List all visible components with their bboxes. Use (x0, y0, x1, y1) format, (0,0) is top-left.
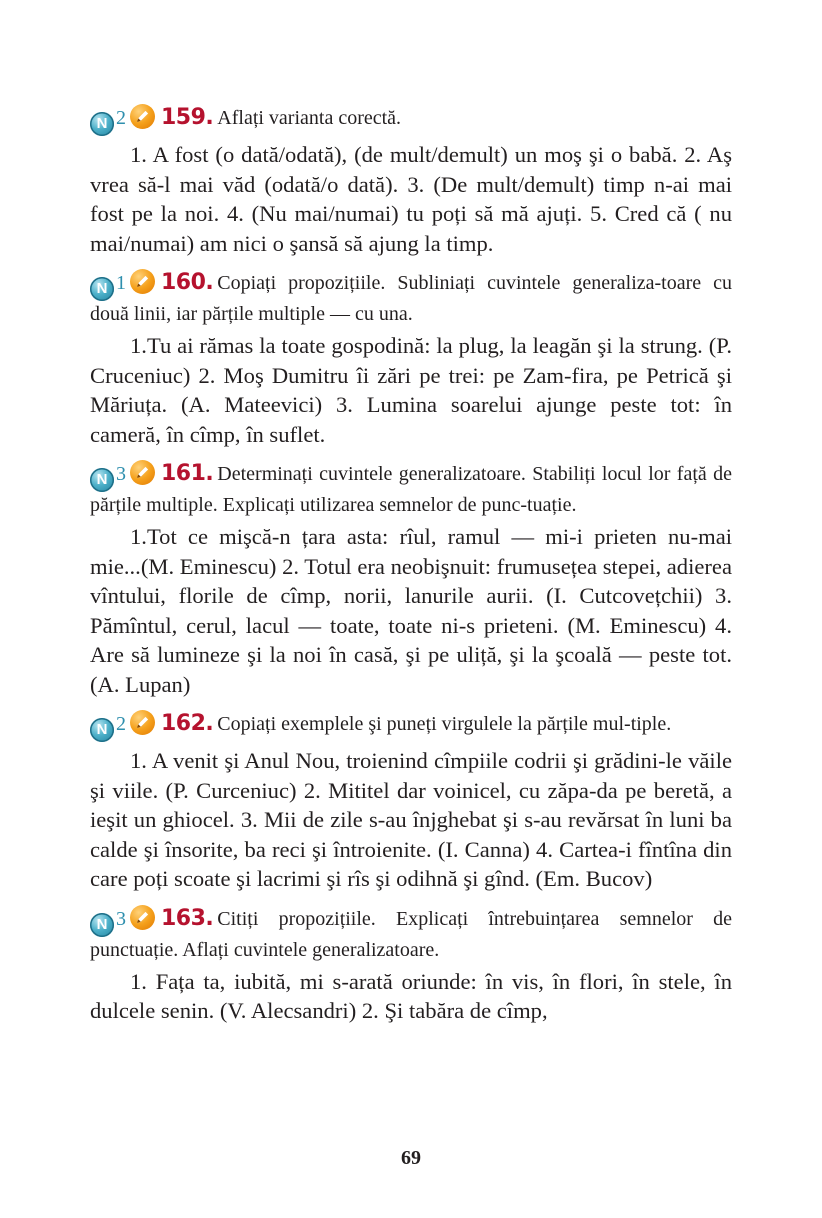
exercise-instruction: Determinați cuvintele generalizatoare. Stabiliți locul lor față de părțile multiple. Explicați utilizarea semnelor de punc-tuație. (90, 463, 732, 516)
exercise-163 (90, 905, 732, 1026)
exercise-instruction: Citiți propozițiile. Explicați întrebuințarea semnelor de punctuație. Aflați cuvintele generalizatoare. (90, 907, 732, 961)
exercise-number: 159. (161, 105, 214, 130)
exercise-text: 1. Fața ta, iubită, mi s-arată oriunde: în vis, în flori, în stele, în dulcele senin. (V. Alecsandri) 2. Şi tabăra de cîmp, (90, 968, 732, 1023)
exercise-160 (90, 269, 732, 449)
n-badge-icon: N (90, 913, 114, 937)
exercise-159 (90, 104, 732, 258)
difficulty-level: 3 (116, 463, 126, 485)
pencil-icon (130, 269, 155, 294)
pencil-icon (130, 460, 155, 485)
exercise-number: 161. (161, 461, 214, 486)
exercise-instruction: Copiați exemplele şi puneți virgulele la părțile mul-tiple. (217, 713, 672, 735)
pencil-icon (130, 905, 155, 930)
exercise-header (90, 269, 732, 327)
difficulty-level: 3 (116, 907, 126, 930)
pencil-icon (130, 710, 155, 735)
n-badge-icon: N (90, 718, 114, 742)
exercise-number: 162. (161, 711, 214, 736)
exercise-header (90, 104, 732, 136)
n-badge-icon: N (90, 277, 114, 301)
n-badge-icon: N (90, 112, 114, 136)
exercise-text: 1.Tot ce mişcă-n țara asta: rîul, ramul — mi-i prieten nu-mai mie...(M. Eminescu) 2. Totul era neobişnuit: frumusețea stepei, adierea vîntului, florile de cîmp, norii, lanurile aurii. (I. Cutcovețchii) 3. Pămîntul, cerul, lacul — toate, toate ni-s prieteni. (M. Eminescu) 4. Are să lumineze şi la noi în casă, şi pe uliță, şi la şcoală — peste tot. (A. Lupan) (90, 524, 732, 697)
n-badge-icon: N (90, 468, 114, 492)
exercise-number: 160. (161, 270, 214, 295)
exercise-161 (90, 460, 732, 699)
exercise-header (90, 905, 732, 963)
exercise-header (90, 460, 732, 518)
exercise-162 (90, 710, 732, 894)
exercise-text: 1.Tu ai rămas la toate gospodină: la plug, la leagăn şi la strung. (P. Cruceniuc) 2. Moş Dumitru îi zări pe trei: pe Zam-fira, pe Petrică şi Măriuța. (A. Mateevici) 3. Lumina soarelui ajunge peste tot: în cameră, în cîmp, în suflet. (90, 333, 732, 447)
exercise-instruction: Copiați propozițiile. Subliniați cuvintele generaliza-toare cu două linii, iar părțile multiple — cu una. (90, 272, 732, 325)
exercise-number: 163. (161, 905, 214, 931)
page-number: 69 (401, 1147, 421, 1169)
difficulty-level: 2 (116, 107, 126, 129)
difficulty-level: 1 (116, 272, 126, 294)
exercise-text: 1. A fost (o dată/odată), (de mult/demult) un moş şi o babă. 2. Aş vrea să-l mai văd (odată/o dată). 3. (De mult/demult) timp n-ai mai fost pe la noi. 4. (Nu mai/numai) tu poți să mă ajuți. 5. Cred că ( nu mai/numai) am nici o şansă să ajung la timp. (90, 142, 732, 256)
exercise-instruction: Aflați varianta corectă. (217, 107, 402, 129)
difficulty-level: 2 (116, 713, 126, 735)
exercise-header (90, 710, 732, 742)
pencil-icon (130, 104, 155, 129)
page-content (90, 104, 732, 1026)
exercise-text: 1. A venit şi Anul Nou, troienind cîmpiile codrii şi grădini-le văile şi viile. (P. Curceniuc) 2. Mititel dar voinicel, cu zăpa-da pe beretă, a ieşit un ghiocel. 3. Mii de zile s-au înjghebat şi s-au revărsat în luni ba calde şi însorite, ba reci şi întroienite. (I. Canna) 4. Cartea-i fîntîna din care poți scoate şi lacrimi şi rîs şi odihnă şi gînd. (Em. Bucov) (90, 748, 732, 891)
